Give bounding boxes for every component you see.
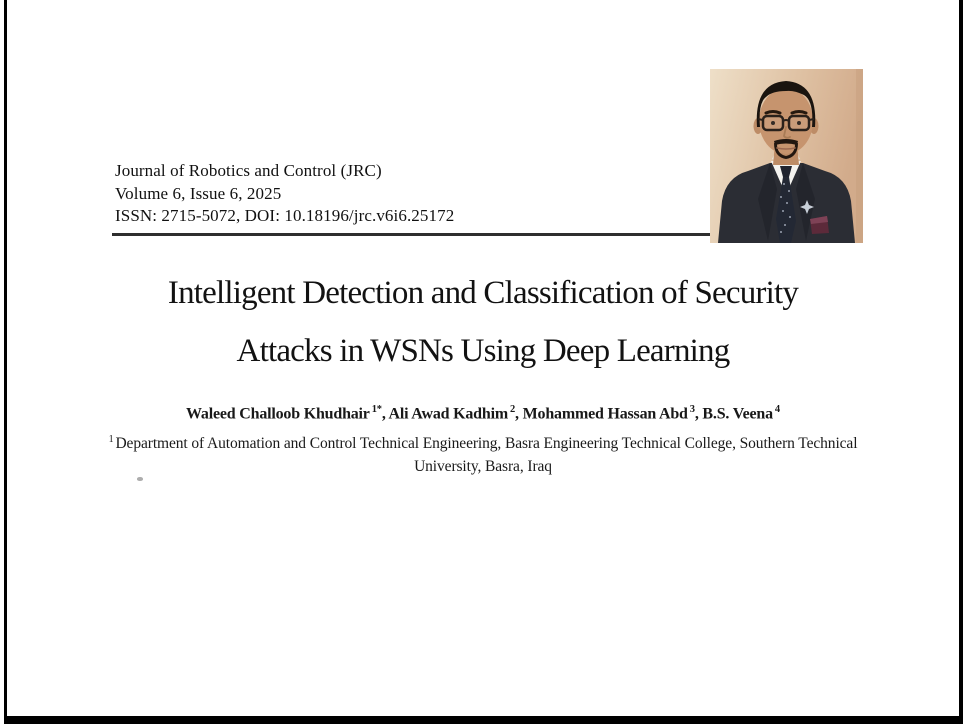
journal-header <box>115 160 454 228</box>
author-name: B.S. Veena <box>702 405 773 423</box>
page-border-bottom <box>4 716 963 724</box>
affiliation-block <box>0 429 966 478</box>
author-affiliation-marker: 1* <box>371 404 382 415</box>
header-divider-rule <box>112 233 712 236</box>
author-separator: , <box>381 405 389 423</box>
paper-title-line1: Intelligent Detection and Classification of Security <box>167 275 799 311</box>
author-portrait-illustration <box>710 69 863 243</box>
author-line <box>0 398 966 426</box>
paper-title-line2: Attacks in WSNs Using Deep Learning <box>236 333 730 369</box>
paper-title <box>0 264 966 380</box>
stray-ink-mark <box>137 477 143 481</box>
author-affiliation-marker: 4 <box>774 404 780 415</box>
author-name: Ali Awad Kadhim <box>388 405 508 423</box>
journal-volume-issue: Volume 6, Issue 6, 2025 <box>115 183 282 203</box>
author-affiliation-marker: 2 <box>509 404 516 415</box>
affiliation-line1: Department of Automation and Control Technical Engineering, Basra Engineering Technical College, Southern Technical <box>115 435 858 453</box>
author-separator: , <box>694 405 703 423</box>
author-separator: , <box>515 405 523 423</box>
journal-name: Journal of Robotics and Control (JRC) <box>115 161 382 180</box>
author-name: Waleed Challoob Khudhair <box>186 405 370 423</box>
affiliation-line2: University, Basra, Iraq <box>414 457 552 475</box>
journal-issn-doi: ISSN: 2715-5072, DOI: 10.18196/jrc.v6i6.25172 <box>115 206 455 225</box>
affiliation-marker: 1 <box>108 434 114 445</box>
author-affiliation-marker: 3 <box>689 404 695 415</box>
author-portrait-photo <box>710 69 863 243</box>
author-name: Mohammed Hassan Abd <box>522 405 688 423</box>
